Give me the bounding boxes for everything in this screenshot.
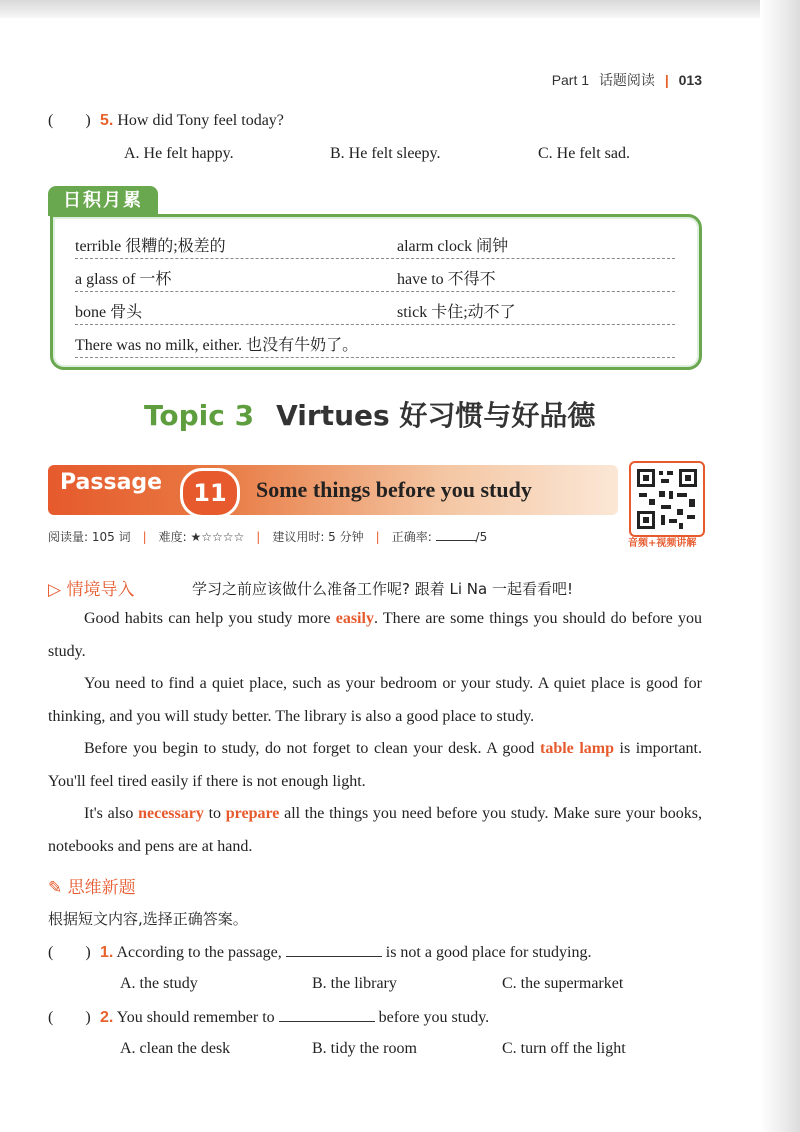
option-c[interactable]: C. He felt sad. [538, 145, 630, 162]
paragraph-1 [48, 603, 702, 668]
text-span: to [203, 805, 226, 822]
pen-icon: ✎ [48, 878, 63, 898]
vocab-item: alarm clock 闹钟 [397, 238, 509, 255]
qr-caption: 音频+视频讲解 [628, 538, 697, 549]
question-number: 5. [100, 112, 114, 129]
meta-divider: | [256, 530, 261, 544]
question-text: is not a good place for studying. [385, 944, 592, 961]
answer-blank[interactable] [279, 1007, 375, 1022]
intro-heading [48, 575, 134, 600]
keyword: prepare [225, 805, 280, 822]
intro-label: 情境导入 [66, 580, 135, 600]
passage-meta [48, 528, 487, 545]
question-1 [48, 942, 592, 962]
vocab-item: have to 不得不 [397, 271, 496, 288]
question-number: 1. [100, 944, 114, 961]
passage-title: Some things before you study [256, 477, 532, 502]
text-span: Before you begin to study, do not forget to clean your desk. A good [84, 740, 540, 757]
vocab-item: bone 骨头 [75, 304, 143, 321]
vocab-tab: 日积月累 [48, 186, 158, 216]
header-part: Part 1 [551, 72, 590, 88]
keyword: easily [335, 610, 374, 627]
passage-number: 11 [180, 468, 240, 518]
vocab-sentence: There was no milk, either. 也没有牛奶了。 [75, 337, 359, 354]
reading-count: 阅读量: 105 词 [48, 530, 131, 544]
paragraph-4 [48, 798, 702, 863]
question-text: How did Tony feel today? [117, 112, 284, 129]
answer-blank[interactable] [286, 942, 382, 957]
thinking-label: 思维新题 [67, 878, 136, 898]
answer-paren[interactable]: ( ) [48, 1009, 91, 1026]
question-number: 2. [100, 1009, 114, 1026]
question-text: before you study. [378, 1009, 490, 1026]
meta-divider: | [142, 530, 147, 544]
instruction: 根据短文内容,选择正确答案。 [48, 910, 248, 928]
qr-code-icon[interactable] [629, 461, 705, 537]
text-span: It's also [84, 805, 139, 822]
question-2 [48, 1007, 489, 1027]
option-a[interactable]: A. the study [120, 975, 198, 992]
accuracy-blank[interactable] [436, 528, 476, 541]
thinking-heading [48, 873, 136, 898]
header-divider: | [664, 72, 669, 88]
suggested-time: 建议用时: 5 分钟 [272, 530, 364, 544]
text-span: . There are some things you should do before you study. [48, 610, 703, 660]
page-header [552, 70, 702, 90]
play-arrow-icon: ▷ [48, 580, 62, 600]
question-text: You should remember to [116, 1009, 275, 1026]
page-top-edge [0, 0, 800, 18]
topic-heading [144, 394, 595, 434]
keyword: table lamp [539, 740, 614, 757]
vocab-box [50, 214, 702, 370]
option-b[interactable]: B. the library [312, 975, 397, 992]
meta-divider: | [375, 530, 380, 544]
topic-label: Topic 3 [144, 399, 255, 432]
passage-word: Passage [60, 470, 163, 495]
vocab-row [75, 324, 675, 358]
option-b[interactable]: B. He felt sleepy. [330, 145, 441, 162]
topic-title: Virtues 好习惯与好品德 [276, 399, 596, 432]
keyword: necessary [138, 805, 204, 822]
page-number: 013 [678, 72, 702, 88]
option-c[interactable]: C. turn off the light [502, 1040, 626, 1057]
vocab-row [75, 291, 675, 325]
answer-paren[interactable]: ( ) [48, 944, 91, 961]
answer-paren[interactable]: ( ) [48, 112, 91, 129]
option-a[interactable]: A. clean the desk [120, 1040, 231, 1057]
accuracy-total: /5 [475, 530, 488, 544]
header-section: 话题阅读 [598, 72, 655, 88]
question-5 [48, 112, 284, 130]
text-span: all the things you need before you study. Make sure your books, notebooks and pens are at hand. [48, 805, 702, 855]
vocab-item: stick 卡住;动不了 [397, 304, 516, 321]
text-span: Good habits can help you study more [84, 610, 336, 627]
paragraph-3 [48, 733, 702, 798]
vocab-row [75, 258, 675, 292]
vocab-item: terrible 很糟的;极差的 [75, 238, 226, 255]
vocab-row [75, 225, 675, 259]
question-text: According to the passage, [116, 944, 282, 961]
difficulty: 难度: ★☆☆☆☆ [158, 530, 245, 544]
option-c[interactable]: C. the supermarket [502, 975, 624, 992]
page-right-edge [760, 0, 800, 1132]
paragraph-2: You need to find a quiet place, such as your bedroom or your study. A quiet place is good for thinking, and you will study better. The library is also a good place to study. [48, 675, 702, 725]
vocab-item: a glass of 一杯 [75, 271, 172, 288]
option-b[interactable]: B. tidy the room [312, 1040, 417, 1057]
accuracy-label: 正确率: [391, 530, 436, 544]
text-span: is important. You'll feel tired easily if there is not enough light. [48, 740, 703, 790]
intro-text: 学习之前应该做什么准备工作呢? 跟着 Li Na 一起看看吧! [192, 580, 573, 598]
option-a[interactable]: A. He felt happy. [124, 145, 234, 162]
